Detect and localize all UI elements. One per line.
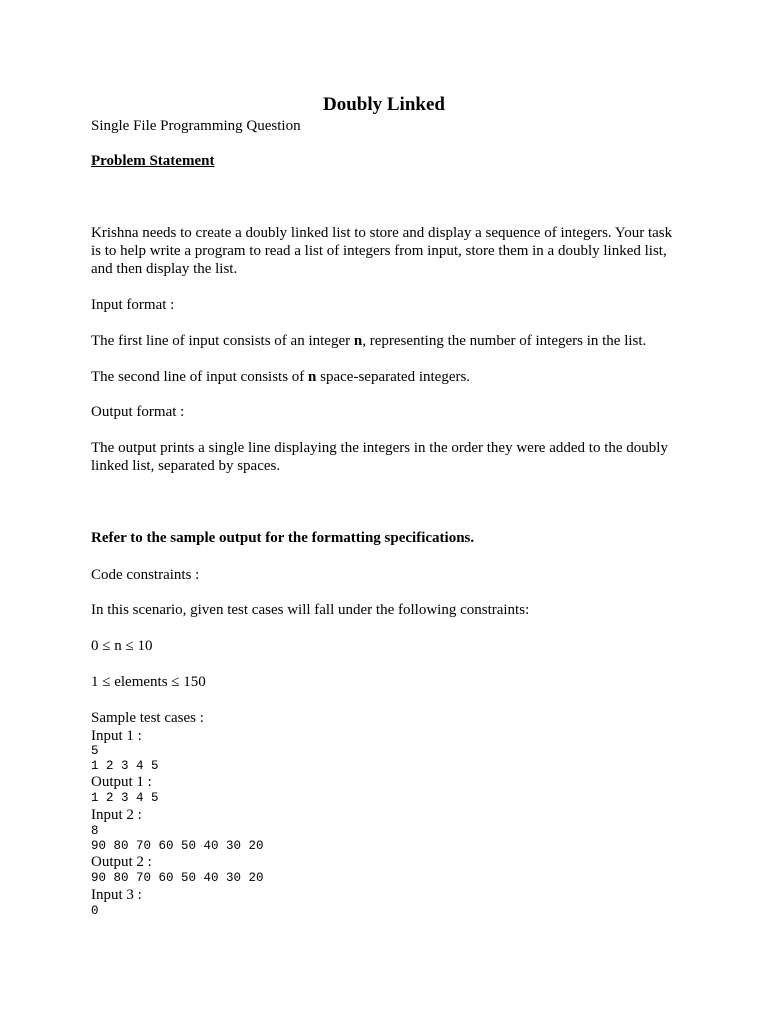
- sample-input-2-line-2: 90 80 70 60 50 40 30 20: [91, 839, 264, 853]
- input-line2-after: space-separated integers.: [316, 369, 471, 385]
- input-line2-before: The second line of input consists of: [91, 369, 309, 385]
- output-format-line-2: linked list, separated by spaces.: [91, 458, 281, 474]
- sample-input-3-label: Input 3 :: [91, 887, 142, 903]
- sample-input-2-label: Input 2 :: [91, 807, 142, 823]
- sample-input-1-line-2: 1 2 3 4 5: [91, 759, 159, 773]
- sample-output-2-line-1: 90 80 70 60 50 40 30 20: [91, 871, 264, 885]
- sample-output-1-line-1: 1 2 3 4 5: [91, 791, 159, 805]
- sample-input-1-line-1: 5: [91, 744, 99, 758]
- description-line-1: Krishna needs to create a doubly linked list to store and display a sequence of integers. Your task: [91, 225, 673, 241]
- sample-output-1-label: Output 1 :: [91, 774, 152, 790]
- constraints-intro: In this scenario, given test cases will fall under the following constraints:: [91, 602, 530, 618]
- input-line1-variable: n: [353, 333, 363, 349]
- sample-output-2-label: Output 2 :: [91, 854, 152, 870]
- input-format-line-1: [91, 332, 646, 350]
- input-line1-after: , representing the number of integers in the list.: [362, 333, 647, 349]
- document-title: Doubly Linked: [323, 94, 445, 115]
- question-type: Single File Programming Question: [91, 118, 301, 134]
- sample-test-cases-label: Sample test cases :: [91, 710, 204, 726]
- refer-note: Refer to the sample output for the formatting specifications.: [91, 530, 475, 546]
- output-format-line-1: The output prints a single line displaying the integers in the order they were added to the doubly: [91, 440, 668, 456]
- input-format-line-2: [91, 368, 470, 386]
- sample-input-1-label: Input 1 :: [91, 728, 142, 744]
- constraints-label: Code constraints :: [91, 567, 200, 583]
- constraint-n: 0 ≤ n ≤ 10: [91, 638, 153, 654]
- output-format-label: Output format :: [91, 404, 185, 420]
- input-line1-before: The first line of input consists of an integer: [91, 333, 354, 349]
- description-line-3: and then display the list.: [91, 261, 238, 277]
- description-line-2: is to help write a program to read a list of integers from input, store them in a doubly linked list,: [91, 243, 667, 259]
- constraint-elements: 1 ≤ elements ≤ 150: [91, 674, 206, 690]
- input-line2-variable: n: [308, 369, 317, 385]
- sample-input-2-line-1: 8: [91, 824, 99, 838]
- input-format-label: Input format :: [91, 297, 175, 313]
- problem-statement-heading: Problem Statement: [91, 153, 215, 169]
- sample-input-3-line-1: 0: [91, 904, 99, 918]
